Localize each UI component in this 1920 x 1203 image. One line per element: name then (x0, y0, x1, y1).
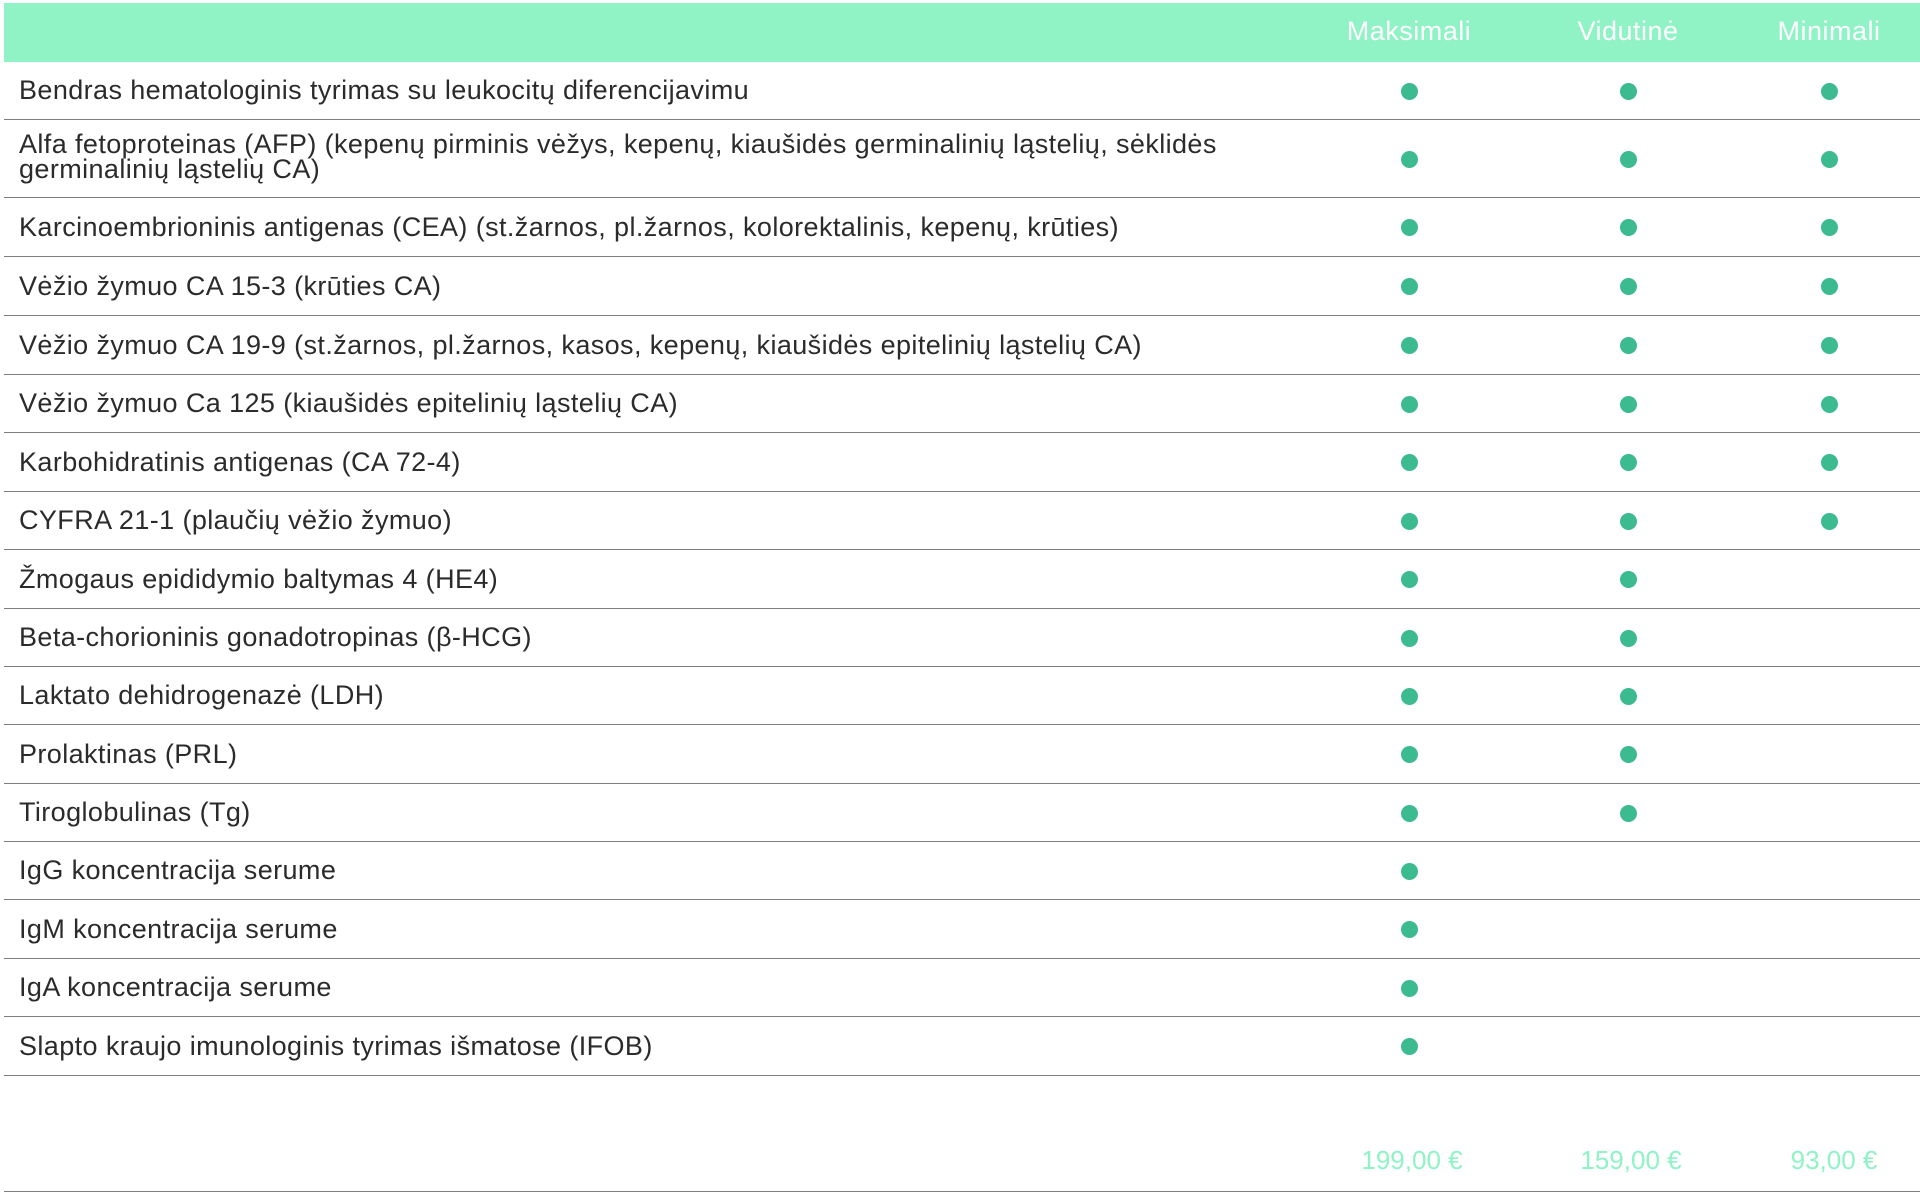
included-dot (1620, 688, 1637, 705)
test-name: Laktato dehidrogenazė (LDH) (19, 680, 385, 710)
included-dot (1401, 337, 1418, 354)
included-dot (1401, 151, 1418, 168)
table-row (4, 784, 1920, 842)
test-name: Žmogaus epididymio baltymas 4 (HE4) (19, 564, 499, 594)
column-header-vidutine: Vidutinė (1577, 16, 1679, 46)
table-row (4, 550, 1920, 609)
included-dot (1401, 513, 1418, 530)
included-dot (1620, 278, 1637, 295)
column-header-minimali: Minimali (1777, 16, 1881, 46)
test-name: Alfa fetoproteinas (AFP) (kepenų pirminis vėžys, kepenų, kiaušidės germinalinių ląstelių, sėklidės germinalinių ląstelių CA) (19, 129, 1217, 184)
column-header-maksimali: Maksimali (1346, 16, 1472, 46)
test-name: Karcinoembrioninis antigenas (CEA) (st.žarnos, pl.žarnos, kolorektalinis, kepenų, krūties) (19, 212, 1119, 242)
table-row (4, 900, 1920, 959)
included-dot (1401, 630, 1418, 647)
test-name: IgG koncentracija serume (19, 855, 337, 885)
included-dot (1401, 454, 1418, 471)
included-dot (1620, 746, 1637, 763)
included-dot (1821, 454, 1838, 471)
included-dot (1401, 863, 1418, 880)
included-dot (1401, 1038, 1418, 1055)
comparison-table (4, 3, 1920, 1192)
price-minimali: 93,00 € (1790, 1145, 1878, 1175)
included-dot (1401, 396, 1418, 413)
test-name: Tiroglobulinas (Tg) (19, 797, 251, 827)
table-header (4, 3, 1920, 62)
table-body (4, 62, 1920, 1076)
included-dot (1401, 688, 1418, 705)
test-name: Beta-chorioninis gonadotropinas (β-HCG) (19, 622, 532, 652)
included-dot (1821, 219, 1838, 236)
included-dot (1620, 151, 1637, 168)
included-dot (1620, 513, 1637, 530)
included-dot (1620, 396, 1637, 413)
test-name: Vėžio žymuo CA 15-3 (krūties CA) (19, 271, 442, 301)
table-row (4, 725, 1920, 784)
included-dot (1401, 980, 1418, 997)
table-row (4, 959, 1920, 1017)
table-row (4, 492, 1920, 550)
table-row (4, 1017, 1920, 1076)
price-vidutine: 159,00 € (1580, 1145, 1682, 1175)
table-row (4, 375, 1920, 433)
test-name: Vėžio žymuo CA 19-9 (st.žarnos, pl.žarnos, kasos, kepenų, kiaušidės epitelinių ląstelių CA) (19, 330, 1142, 360)
included-dot (1620, 337, 1637, 354)
test-name: IgM koncentracija serume (19, 914, 338, 944)
test-name: Prolaktinas (PRL) (19, 739, 238, 769)
included-dot (1401, 278, 1418, 295)
included-dot (1620, 219, 1637, 236)
included-dot (1401, 805, 1418, 822)
table-row (4, 433, 1920, 492)
included-dot (1821, 151, 1838, 168)
included-dot (1401, 83, 1418, 100)
included-dot (1821, 278, 1838, 295)
included-dot (1401, 219, 1418, 236)
table-row (4, 667, 1920, 725)
test-name: CYFRA 21-1 (plaučių vėžio žymuo) (19, 505, 452, 535)
table-row (4, 120, 1920, 198)
included-dot (1821, 83, 1838, 100)
test-name: Slapto kraujo imunologinis tyrimas išmatose (IFOB) (19, 1031, 653, 1061)
table-row (4, 257, 1920, 316)
included-dot (1401, 571, 1418, 588)
test-name: Bendras hematologinis tyrimas su leukocitų diferencijavimu (19, 75, 750, 105)
included-dot (1821, 337, 1838, 354)
included-dot (1401, 921, 1418, 938)
included-dot (1620, 571, 1637, 588)
included-dot (1620, 454, 1637, 471)
table-row (4, 609, 1920, 667)
test-name: Vėžio žymuo Ca 125 (kiaušidės epitelinių ląstelių CA) (19, 388, 679, 418)
included-dot (1821, 396, 1838, 413)
table-row (4, 198, 1920, 257)
included-dot (1620, 805, 1637, 822)
included-dot (1620, 630, 1637, 647)
included-dot (1821, 513, 1838, 530)
table-row (4, 62, 1920, 120)
price-maksimali: 199,00 € (1361, 1145, 1463, 1175)
price-row (4, 1076, 1920, 1192)
test-name: Karbohidratinis antigenas (CA 72-4) (19, 447, 461, 477)
included-dot (1620, 83, 1637, 100)
test-name: IgA koncentracija serume (19, 972, 332, 1002)
table-row (4, 316, 1920, 375)
included-dot (1401, 746, 1418, 763)
table-row (4, 842, 1920, 900)
